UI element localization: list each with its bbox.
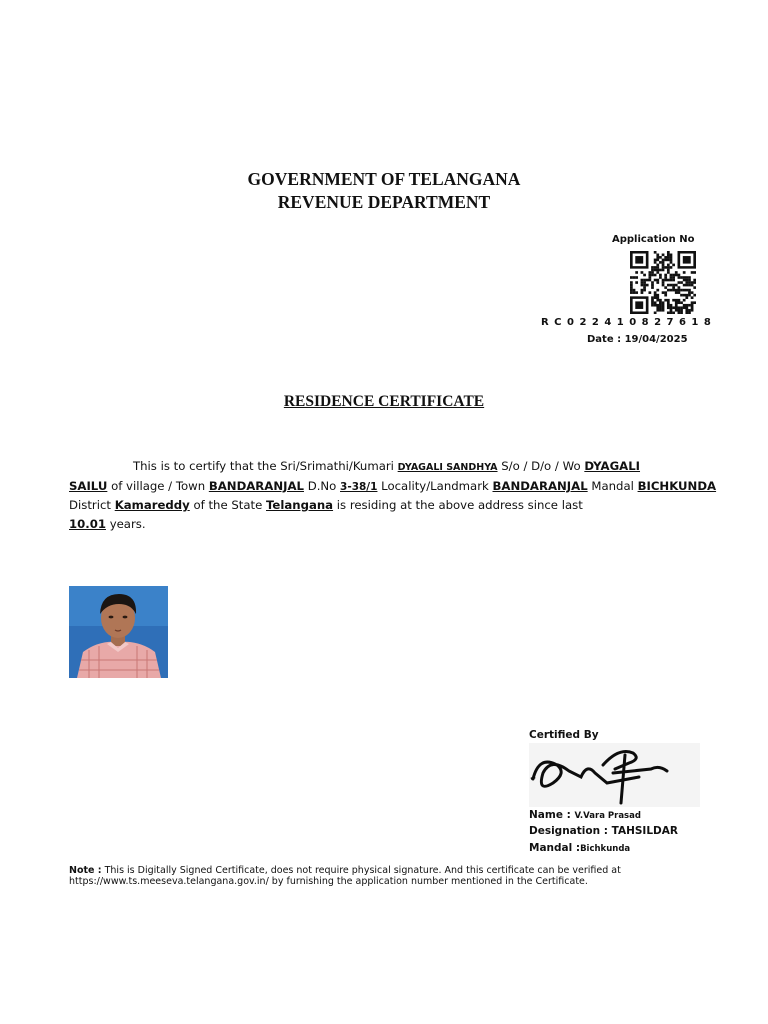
residence-years: 10.01 — [69, 517, 106, 531]
designation-value: TAHSILDAR — [611, 825, 678, 837]
signer-name: V.Vara Prasad — [574, 811, 641, 821]
body-text-2: S/o / D/o / Wo — [501, 459, 581, 473]
body-text-5: Locality/Landmark — [381, 479, 489, 493]
body-text-1: This is to certify that the Sri/Srimathi/Kumari — [133, 459, 394, 473]
signature — [529, 743, 700, 807]
district-name: Kamareddy — [114, 498, 190, 512]
mandal-value: Bichkunda — [580, 844, 631, 854]
qr-code-icon — [630, 251, 696, 314]
body-text-8: of the State — [193, 498, 263, 512]
header-department: REVENUE DEPARTMENT — [277, 192, 491, 212]
body-text-6: Mandal — [591, 479, 634, 493]
application-date: Date : 19/04/2025 — [587, 334, 688, 345]
application-no-label: Application No — [612, 234, 695, 245]
header-government: GOVERNMENT OF TELANGANA — [247, 169, 521, 189]
village-name: BANDARANJAL — [208, 479, 304, 493]
door-number: 3-38/1 — [340, 481, 378, 493]
note-line-1: This is Digitally Signed Certificate, does not require physical signature. And this certificate can be verified at — [104, 865, 621, 876]
applicant-photo — [69, 586, 168, 678]
body-text-10: years. — [109, 517, 146, 531]
body-text-4: D.No — [307, 479, 337, 493]
note-line-2: https://www.ts.meeseva.telangana.gov.in/ by furnishing the application number mentioned in the Certificate. — [69, 876, 588, 887]
signer-name-row — [529, 809, 641, 821]
state-name: Telangana — [266, 498, 334, 512]
parent-name-part1: DYAGALI — [584, 459, 641, 473]
note-label: Note : — [69, 865, 102, 876]
person-name: DYAGALI SANDHYA — [397, 462, 498, 473]
parent-name-part2: SAILU — [69, 479, 108, 493]
mandal-name: BICHKUNDA — [637, 479, 717, 493]
body-text-9: is residing at the above address since last — [336, 498, 583, 512]
verification-note — [69, 865, 621, 887]
mandal-label: Mandal : — [529, 842, 581, 854]
mandal-row — [529, 842, 630, 854]
locality-name: BANDARANJAL — [492, 479, 588, 493]
certified-by-label: Certified By — [529, 729, 599, 741]
designation-row — [529, 825, 678, 837]
body-text-7: District — [69, 498, 111, 512]
signer-name-label: Name : — [529, 809, 571, 821]
certificate-title: RESIDENCE CERTIFICATE — [283, 393, 485, 410]
designation-label: Designation : — [529, 825, 608, 837]
application-number: R C 0 2 2 4 1 0 8 2 7 6 1 8 — [541, 317, 712, 328]
body-text-3: of village / Town — [111, 479, 206, 493]
